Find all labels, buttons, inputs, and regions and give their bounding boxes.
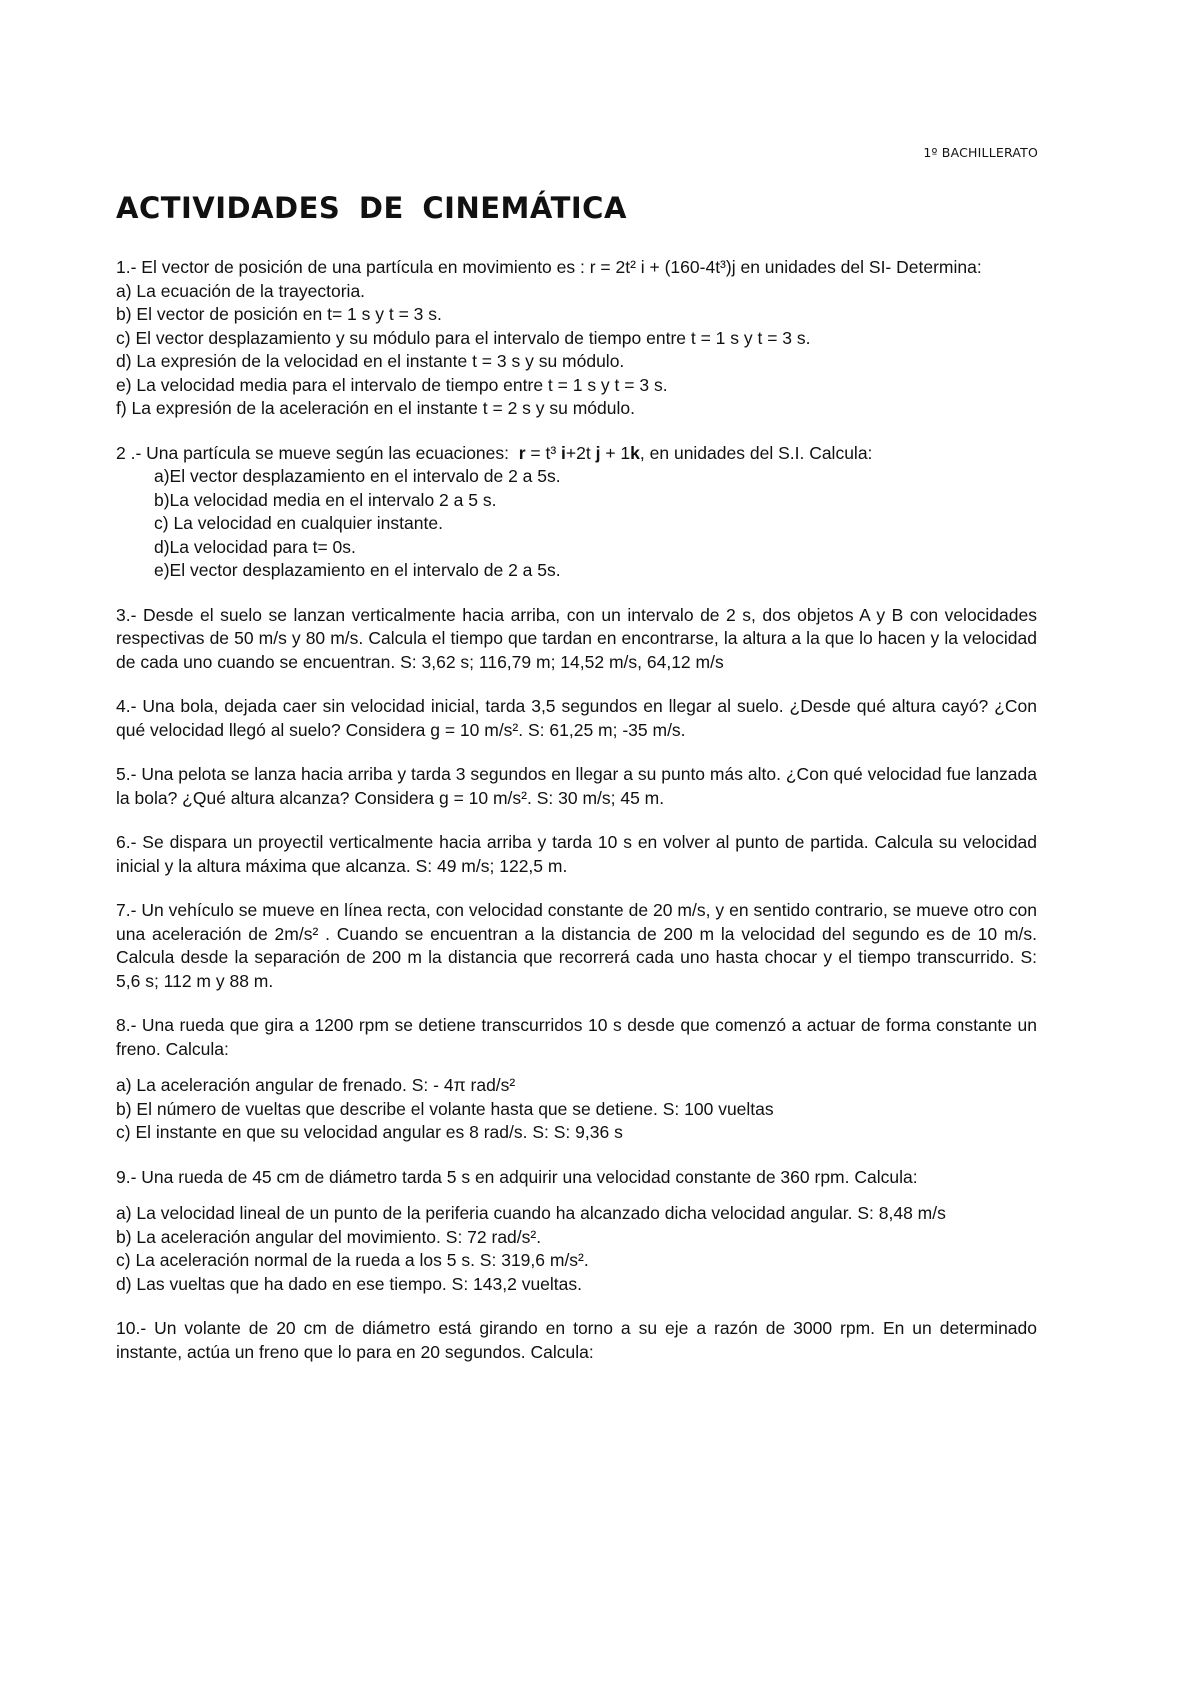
unit-vector-k: k xyxy=(630,442,640,463)
exercise-2-item-a: a)El vector desplazamiento en el intervalo de 2 a 5s. xyxy=(154,466,561,486)
exercise-2 xyxy=(116,442,1037,583)
exercise-2-item-b: b)La velocidad media en el intervalo 2 a 5 s. xyxy=(154,489,497,510)
exercise-9-statement: 9.- Una rueda de 45 cm de diámetro tarda 5 s en adquirir una velocidad constante de 360 rpm. Calcula: xyxy=(116,1166,918,1187)
exercise-1-item-d: d) La expresión de la velocidad en el instante t = 3 s y su módulo. xyxy=(116,351,625,371)
equation-part-2: +2t xyxy=(565,442,596,463)
exercise-8 xyxy=(116,1014,1037,1145)
exercise-4: 4.- Una bola, dejada caer sin velocidad inicial, tarda 3,5 segundos en llegar al suelo. ¿Desde qué altura cayó? ¿Con qué velocidad llegó al suelo? Considera g = 10 m/s². S: 61,25 m; -35 m/s. xyxy=(116,696,1037,740)
exercise-list xyxy=(116,256,1037,1364)
exercise-8-item-b: b) El número de vueltas que describe el volante hasta que se detiene. S: 100 vueltas xyxy=(116,1098,774,1119)
page-title: ACTIVIDADES DE CINEMÁTICA xyxy=(116,191,627,225)
exercise-9-items xyxy=(116,1202,1037,1296)
equation-part-3: + 1 xyxy=(600,442,631,463)
exercise-8-items xyxy=(116,1074,1037,1145)
exercise-2-intro: 2 .- Una partícula se mueve según las ecuaciones: xyxy=(116,442,509,463)
exercise-2-intro-end: , en unidades del S.I. Calcula: xyxy=(639,442,873,463)
exercise-8-item-c: c) El instante en que su velocidad angular es 8 rad/s. S: S: 9,36 s xyxy=(116,1122,623,1142)
exercise-3: 3.- Desde el suelo se lanzan verticalmente hacia arriba, con un intervalo de 2 s, dos objetos A y B con velocidades respectivas de 50 m/s y 80 m/s. Calcula el tiempo que tardan en encontrarse, la altura a la que lo hacen y la velocidad de cada uno cuando se encuentran. S: 3,62 s; 116,79 m; 14,52 m/s, 64,12 m/s xyxy=(116,604,1037,672)
exercise-8-item-a: a) La aceleración angular de frenado. S: - 4π rad/s² xyxy=(116,1075,516,1095)
exercise-2-item-e: e)El vector desplazamiento en el intervalo de 2 a 5s. xyxy=(154,560,561,580)
course-label: 1º BACHILLERATO xyxy=(923,145,1038,160)
exercise-1-item-b: b) El vector de posición en t= 1 s y t = 3 s. xyxy=(116,304,442,324)
unit-vector-j: j xyxy=(595,442,601,463)
exercise-9-item-d: d) Las vueltas que ha dado en ese tiempo. S: 143,2 vueltas. xyxy=(116,1273,583,1294)
exercise-1-statement: 1.- El vector de posición de una partícula en movimiento es : r = 2t² i + (160-4t³)j en unidades del SI- Determina: xyxy=(116,257,982,277)
exercise-8-statement: 8.- Una rueda que gira a 1200 rpm se detiene transcurridos 10 s desde que comenzó a actuar de forma constante un freno. Calcula: xyxy=(116,1015,1037,1059)
exercise-9-item-a: a) La velocidad lineal de un punto de la periferia cuando ha alcanzado dicha velocidad angular. S: 8,48 m/s xyxy=(116,1203,946,1223)
exercise-1-item-f: f) La expresión de la aceleración en el instante t = 2 s y su módulo. xyxy=(116,398,635,418)
exercise-2-item-c: c) La velocidad en cualquier instante. xyxy=(154,513,443,533)
vector-r: r xyxy=(518,442,526,463)
equation-part-1: = t³ xyxy=(525,442,562,463)
exercise-9 xyxy=(116,1166,1037,1297)
exercise-5: 5.- Una pelota se lanza hacia arriba y tarda 3 segundos en llegar a su punto más alto. ¿Con qué velocidad fue lanzada la bola? ¿Qué altura alcanza? Considera g = 10 m/s². S: 30 m/s; 45 m. xyxy=(116,764,1037,808)
exercise-6: 6.- Se dispara un proyectil verticalmente hacia arriba y tarda 10 s en volver al punto de partida. Calcula su velocidad inicial y la altura máxima que alcanza. S: 49 m/s; 122,5 m. xyxy=(116,832,1037,876)
unit-vector-i: i xyxy=(561,442,566,463)
exercise-7: 7.- Un vehículo se mueve en línea recta, con velocidad constante de 20 m/s, y en sentido contrario, se mueve otro con una aceleración de 2m/s² . Cuando se encuentran a la distancia de 200 m la velocidad del segundo es de 10 m/s. Calcula desde la separación de 200 m la distancia que recorrerá cada uno hasta chocar y el tiempo transcurrido. S: 5,6 s; 112 m y 88 m. xyxy=(116,900,1037,991)
exercise-10: 10.- Un volante de 20 cm de diámetro está girando en torno a su eje a razón de 3000 rpm. En un determinado instante, actúa un freno que lo para en 20 segundos. Calcula: xyxy=(116,1318,1037,1362)
exercise-2-item-d: d)La velocidad para t= 0s. xyxy=(154,536,356,557)
exercise-1 xyxy=(116,256,1037,421)
exercise-9-item-c: c) La aceleración normal de la rueda a los 5 s. S: 319,6 m/s². xyxy=(116,1250,589,1270)
exercise-2-statement xyxy=(116,442,1037,466)
exercise-1-item-e: e) La velocidad media para el intervalo de tiempo entre t = 1 s y t = 3 s. xyxy=(116,374,668,395)
exercise-9-item-b: b) La aceleración angular del movimiento. S: 72 rad/s². xyxy=(116,1226,542,1247)
exercise-1-item-a: a) La ecuación de la trayectoria. xyxy=(116,280,366,301)
exercise-1-item-c: c) El vector desplazamiento y su módulo para el intervalo de tiempo entre t = 1 s y t = 3 s. xyxy=(116,327,811,348)
